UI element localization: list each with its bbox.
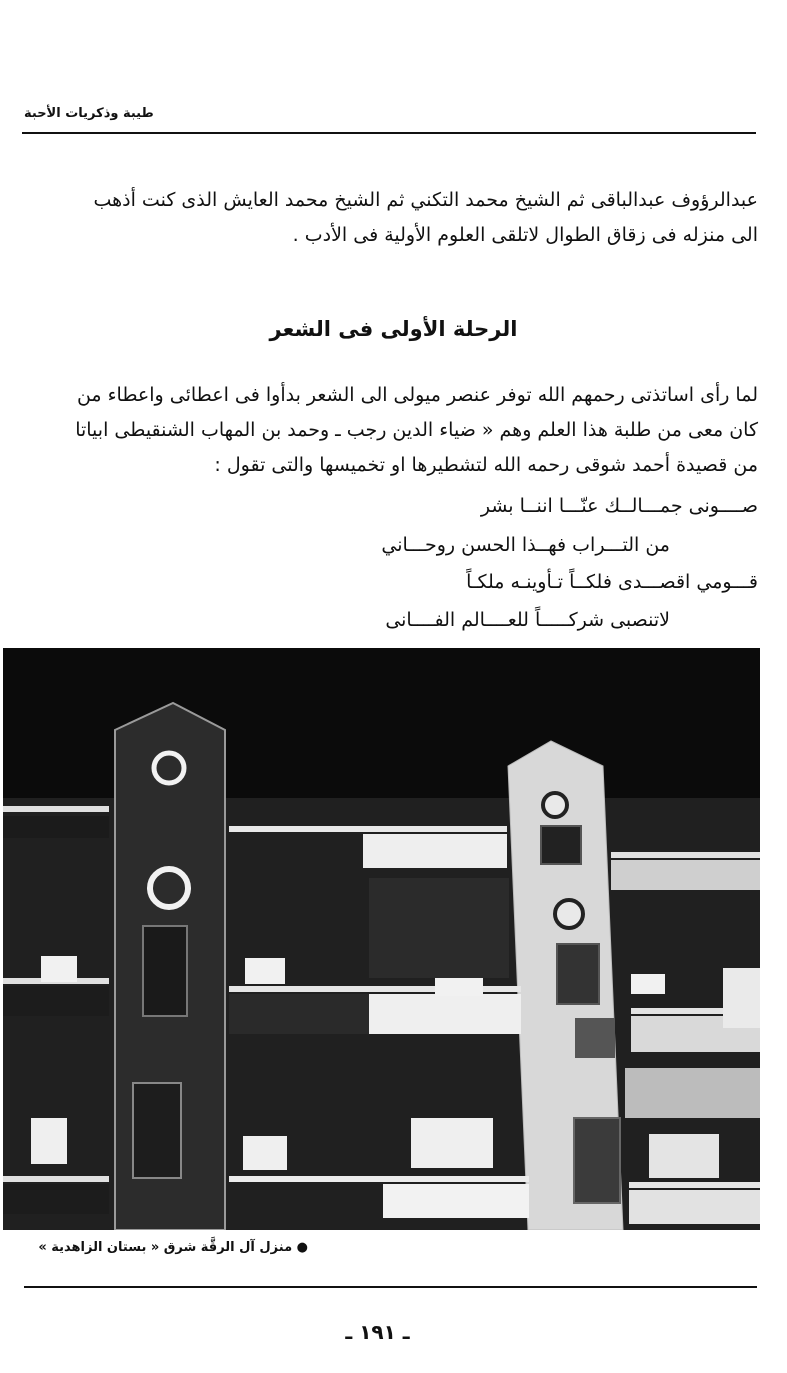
intro-paragraph [18, 183, 758, 253]
header-rule [22, 132, 756, 134]
house-photograph [3, 648, 760, 1230]
section-line-3: من قصيدة أحمد شوقى رحمه الله لتشطيرها او تخميسها والتى تقول : [214, 454, 758, 476]
poem-verse-2: من التـــراب فهــذا الحسن روحـــاني [381, 534, 670, 556]
section-line-1: لما رأى اساتذتى رحمهم الله توفر عنصر ميولى الى الشعر بدأوا فى اعطائى واعطاء من [76, 384, 758, 406]
poem-verse-1: صــــونى جمـــالــك عنّـــا اننــا بشر [480, 495, 758, 517]
photo-caption: ● منزل آل الرقَّة شرق « بستان الزاهدية » [38, 1240, 308, 1255]
running-header-title: طيبة وذكريات الأحبة [24, 106, 154, 121]
section-line-2: كان معى من طلبة هذا العلم وهم « ضياء الدين رجب ـ وحمد بن المهاب الشنقيطى ابياتا [75, 419, 758, 441]
footer-rule [24, 1286, 757, 1288]
page-number: ـ ١٩١ ـ [345, 1320, 410, 1344]
poem-verse-3: قـــومي اقصـــدى فلكــاً تـأوينـه ملكـاً [466, 571, 758, 593]
section-paragraph [18, 378, 758, 483]
intro-line-1: عبدالرؤوف عبدالباقى ثم الشيخ محمد التكني ثم الشيخ محمد العايش الذى كنت أذهب [93, 189, 758, 211]
intro-line-2: الى منزله فى زقاق الطوال لاتلقى العلوم الأولية فى الأدب . [292, 224, 758, 246]
section-title: الرحلة الأولى فى الشعر [269, 317, 518, 341]
poem-verse-4: لاتنصبى شركـــــاً للعــــالم الفــــانى [385, 609, 670, 631]
